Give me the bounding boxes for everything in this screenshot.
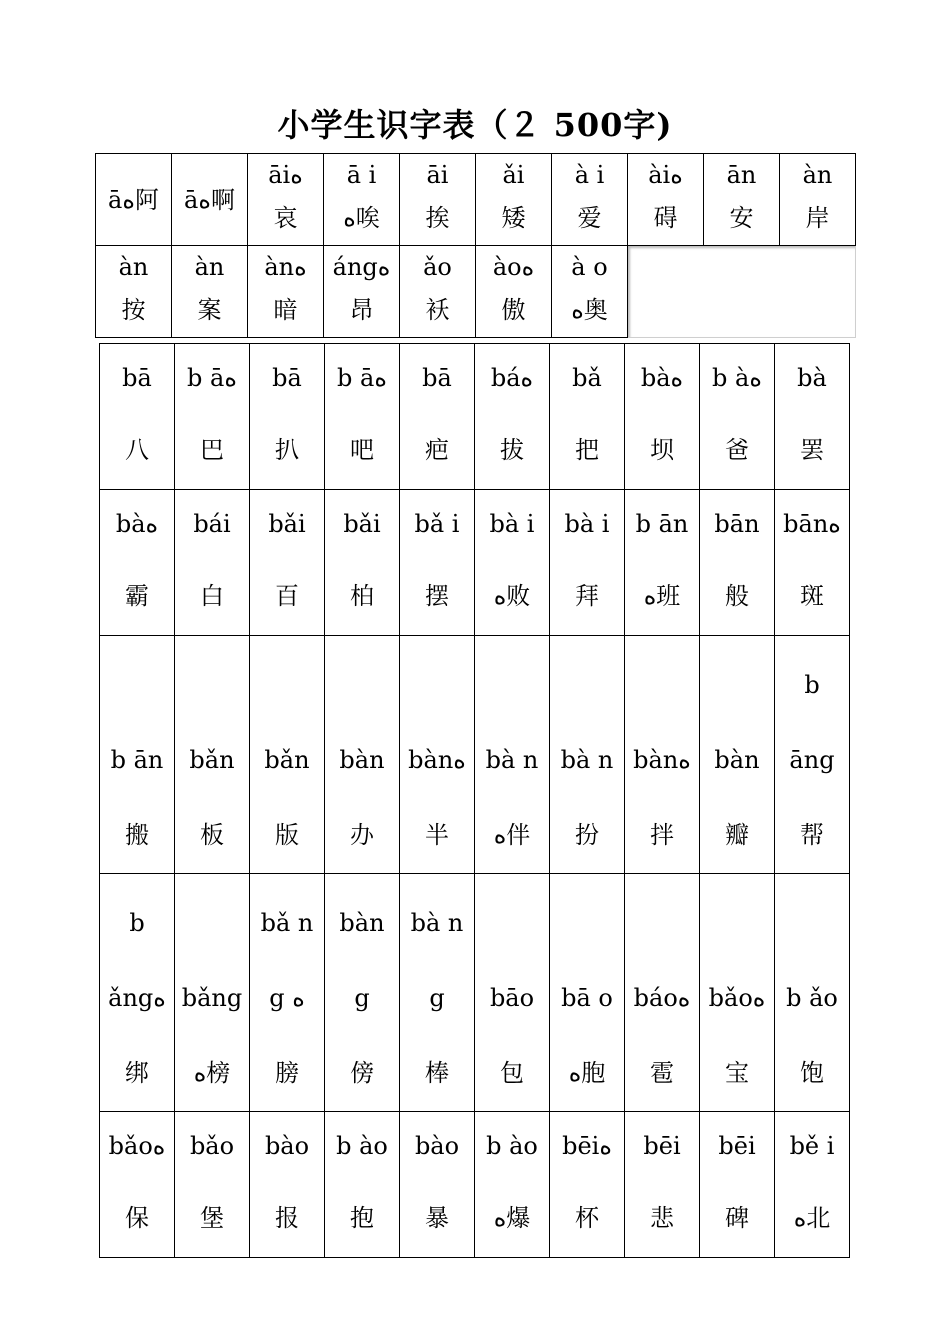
pinyin	[100, 648, 174, 723]
char-cell	[700, 490, 775, 636]
pinyin: bào	[264, 1132, 310, 1160]
character: ه榜	[193, 1059, 231, 1087]
char-cell	[476, 154, 552, 246]
char-cell	[100, 1112, 175, 1258]
pinyin: àn	[194, 253, 225, 281]
pinyin: bǎn	[189, 746, 235, 774]
pinyin	[700, 648, 774, 723]
character: 傲	[501, 296, 526, 324]
character: 斑	[800, 582, 824, 610]
pinyin: ǎngه	[108, 984, 166, 1012]
char-cell	[175, 636, 250, 874]
char-cell	[400, 1112, 475, 1258]
pinyin	[550, 648, 624, 723]
pinyin	[325, 1165, 399, 1200]
pinyin: bǎ	[572, 364, 602, 392]
pinyin: b ǎo	[786, 984, 838, 1012]
pinyin: bàه	[640, 364, 684, 392]
character: 八	[125, 436, 149, 464]
char-cell	[325, 1112, 400, 1258]
pinyin: bàn	[339, 746, 385, 774]
pinyin: bànه	[633, 746, 691, 774]
pinyin: ǎo	[423, 253, 452, 281]
character: 安	[729, 204, 754, 232]
char-cell	[775, 1112, 850, 1258]
pinyin	[700, 886, 774, 961]
char-cell	[625, 874, 700, 1112]
char-cell	[250, 344, 325, 490]
character: 绑	[125, 1059, 149, 1087]
character: 杯	[575, 1204, 599, 1232]
table-row	[100, 874, 850, 1112]
pinyin: bǎi	[343, 510, 381, 538]
char-cell	[550, 344, 625, 490]
pinyin: bà n	[410, 909, 464, 937]
pinyin: ān	[726, 161, 757, 189]
char-cell	[700, 636, 775, 874]
char-cell	[475, 636, 550, 874]
character: 疤	[425, 436, 449, 464]
character: 半	[425, 821, 449, 849]
char-cell	[400, 154, 476, 246]
char-cell	[700, 874, 775, 1112]
char-cell	[400, 344, 475, 490]
pinyin: bǎi	[268, 510, 306, 538]
character: 搬	[125, 821, 149, 849]
a-syllable-table	[95, 153, 856, 338]
pinyin: bān	[714, 510, 760, 538]
pinyin: bàn	[339, 909, 385, 937]
pinyin: bā o	[561, 984, 613, 1012]
pinyin: bǎoه	[108, 1132, 166, 1160]
char-cell	[552, 154, 628, 246]
character: 傍	[350, 1059, 374, 1087]
pinyin	[625, 648, 699, 723]
character: 碑	[725, 1204, 749, 1232]
pinyin: à o	[571, 253, 608, 281]
char-cell	[775, 490, 850, 636]
character: 岸	[805, 204, 830, 232]
pinyin: b	[129, 909, 145, 937]
pinyin	[400, 397, 474, 432]
pinyin: bàه	[115, 510, 159, 538]
char-cell	[552, 246, 628, 338]
pinyin: bái	[193, 510, 231, 538]
pinyin: bào	[414, 1132, 460, 1160]
char-cell	[476, 246, 552, 338]
char-cell	[550, 490, 625, 636]
char-cell	[96, 246, 172, 338]
char-cell	[780, 154, 856, 246]
pinyin: bà	[797, 364, 827, 392]
character: 摆	[425, 582, 449, 610]
pinyin	[625, 886, 699, 961]
character: 板	[200, 821, 224, 849]
pinyin: b	[804, 671, 820, 699]
char-cell	[175, 490, 250, 636]
char-cell	[400, 490, 475, 636]
character: 案	[197, 296, 222, 324]
char-cell	[775, 636, 850, 874]
character: 抱	[350, 1204, 374, 1232]
pinyin	[550, 886, 624, 961]
pinyin	[550, 543, 624, 578]
pinyin	[550, 1165, 624, 1200]
character: ه班	[643, 582, 681, 610]
pinyin: b àه	[712, 364, 762, 392]
pinyin	[250, 397, 324, 432]
pinyin	[775, 886, 849, 961]
pinyin: b ān	[635, 510, 689, 538]
pinyin: ángه	[332, 253, 391, 281]
pinyin: àoه	[492, 253, 535, 281]
character: 膀	[275, 1059, 299, 1087]
pinyin: bà i	[489, 510, 535, 538]
character: 瓣	[725, 821, 749, 849]
pinyin	[775, 397, 849, 432]
pinyin	[175, 397, 249, 432]
character: ه爆	[493, 1204, 531, 1232]
pinyin: bāo	[489, 984, 535, 1012]
character: 堡	[200, 1204, 224, 1232]
character: 扮	[575, 821, 599, 849]
pinyin	[250, 648, 324, 723]
character: 版	[275, 821, 299, 849]
character: 悲	[650, 1204, 674, 1232]
pinyin: bā	[272, 364, 302, 392]
pinyin: g	[429, 984, 445, 1012]
char-cell	[700, 344, 775, 490]
char-cell	[625, 490, 700, 636]
pinyin: bēi	[643, 1132, 681, 1160]
pinyin	[475, 397, 549, 432]
character: 矮	[501, 204, 526, 232]
table-row	[100, 636, 850, 874]
character: 暗	[273, 296, 298, 324]
character: ه伴	[493, 821, 531, 849]
character: 坝	[650, 436, 674, 464]
char-cell	[250, 874, 325, 1112]
char-cell	[100, 636, 175, 874]
character: 暴	[425, 1204, 449, 1232]
character: 巴	[200, 436, 224, 464]
pinyin: b ào	[486, 1132, 538, 1160]
character: 袄	[425, 296, 450, 324]
pinyin: bà n	[560, 746, 614, 774]
pinyin: b ān	[110, 746, 164, 774]
pinyin	[175, 648, 249, 723]
char-cell	[704, 154, 780, 246]
char-cell	[250, 636, 325, 874]
pinyin: b āه	[187, 364, 237, 392]
char-cell	[400, 246, 476, 338]
char-cell	[248, 246, 324, 338]
char-cell	[400, 636, 475, 874]
pinyin	[175, 1165, 249, 1200]
pinyin	[775, 543, 849, 578]
pinyin: b ào	[336, 1132, 388, 1160]
char-cell	[775, 874, 850, 1112]
character: 保	[125, 1204, 149, 1232]
character: 扒	[275, 436, 299, 464]
pinyin: bā	[422, 364, 452, 392]
character: 帮	[800, 821, 824, 849]
char-cell	[625, 344, 700, 490]
pinyin: àiه	[648, 161, 683, 189]
pinyin	[250, 543, 324, 578]
character: 霸	[125, 582, 149, 610]
pinyin: āi	[426, 161, 449, 189]
char-cell	[700, 1112, 775, 1258]
character: 按	[121, 296, 146, 324]
pinyin	[475, 543, 549, 578]
b-syllable-table	[99, 343, 850, 1258]
char-cell	[172, 246, 248, 338]
character: ه胞	[568, 1059, 606, 1087]
pinyin: b āه	[337, 364, 387, 392]
pinyin	[475, 1165, 549, 1200]
char-cell	[625, 1112, 700, 1258]
page-title: 小学生识字表（２ 500字)	[277, 106, 673, 144]
char-cell	[324, 246, 400, 338]
pinyin: bǎng	[181, 984, 243, 1012]
character: 拌	[650, 821, 674, 849]
char-cell	[475, 344, 550, 490]
pinyin: bànه	[408, 746, 466, 774]
character: 拔	[500, 436, 524, 464]
char-cell	[325, 874, 400, 1112]
character: 拜	[575, 582, 599, 610]
character: 棒	[425, 1059, 449, 1087]
pinyin-char: āه阿	[108, 185, 159, 214]
pinyin	[625, 1165, 699, 1200]
char-cell	[175, 874, 250, 1112]
pinyin	[250, 1165, 324, 1200]
pinyin: bǎo	[189, 1132, 235, 1160]
pinyin: bēiه	[562, 1132, 612, 1160]
pinyin	[475, 648, 549, 723]
pinyin	[475, 886, 549, 961]
pinyin	[325, 648, 399, 723]
pinyin: g	[354, 984, 370, 1012]
char-cell	[175, 344, 250, 490]
pinyin: bēi	[718, 1132, 756, 1160]
character: 报	[275, 1204, 299, 1232]
pinyin: àn	[118, 253, 149, 281]
char-cell	[475, 874, 550, 1112]
char-cell	[250, 490, 325, 636]
char-cell	[100, 490, 175, 636]
table-row	[100, 490, 850, 636]
pinyin	[325, 397, 399, 432]
table-row	[100, 344, 850, 490]
char-cell	[475, 1112, 550, 1258]
pinyin	[775, 1165, 849, 1200]
pinyin	[100, 397, 174, 432]
pinyin	[400, 543, 474, 578]
pinyin	[325, 543, 399, 578]
pinyin: bā	[122, 364, 152, 392]
char-cell	[100, 874, 175, 1112]
character: ه北	[793, 1204, 831, 1232]
pinyin: bě i	[789, 1132, 835, 1160]
pinyin: àn	[802, 161, 833, 189]
pinyin: bàn	[714, 746, 760, 774]
character: 雹	[650, 1059, 674, 1087]
char-cell	[175, 1112, 250, 1258]
character: 罢	[800, 436, 824, 464]
pinyin-char: āه啊	[184, 185, 235, 214]
character: 百	[275, 582, 299, 610]
empty-cell	[628, 246, 856, 338]
pinyin	[700, 1165, 774, 1200]
character: 饱	[800, 1059, 824, 1087]
char-cell	[248, 154, 324, 246]
char-cell	[550, 874, 625, 1112]
char-cell	[96, 154, 172, 246]
pinyin: g ه	[269, 984, 305, 1012]
character: ه唉	[343, 204, 380, 232]
char-cell	[325, 344, 400, 490]
pinyin: ànه	[264, 253, 307, 281]
pinyin	[700, 543, 774, 578]
table-row	[100, 1112, 850, 1258]
pinyin	[100, 1165, 174, 1200]
pinyin	[550, 397, 624, 432]
char-cell	[325, 636, 400, 874]
pinyin: bǎ n	[260, 909, 314, 937]
pinyin: bǎoه	[708, 984, 766, 1012]
table-row	[96, 154, 856, 246]
char-cell	[550, 636, 625, 874]
character: 爱	[577, 204, 602, 232]
char-cell	[100, 344, 175, 490]
character: ه奥	[571, 296, 608, 324]
pinyin	[700, 397, 774, 432]
table-row	[96, 246, 856, 338]
pinyin: bǎn	[264, 746, 310, 774]
character: 吧	[350, 436, 374, 464]
char-cell	[325, 490, 400, 636]
char-cell	[324, 154, 400, 246]
character: 爸	[725, 436, 749, 464]
pinyin: bà i	[564, 510, 610, 538]
character: 柏	[350, 582, 374, 610]
character: 碍	[653, 204, 678, 232]
character: 白	[200, 582, 224, 610]
char-cell	[250, 1112, 325, 1258]
char-cell	[628, 154, 704, 246]
character: 把	[575, 436, 599, 464]
pinyin: ā i	[346, 161, 377, 189]
char-cell	[400, 874, 475, 1112]
pinyin: bà n	[485, 746, 539, 774]
character: 哀	[273, 204, 298, 232]
character: 般	[725, 582, 749, 610]
pinyin	[625, 397, 699, 432]
character: 办	[350, 821, 374, 849]
pinyin: ǎi	[502, 161, 525, 189]
char-cell	[475, 490, 550, 636]
character: 昂	[349, 296, 374, 324]
pinyin	[175, 543, 249, 578]
pinyin	[400, 648, 474, 723]
pinyin: āng	[789, 746, 835, 774]
pinyin: báoه	[633, 984, 691, 1012]
character: ه败	[493, 582, 531, 610]
pinyin: à i	[574, 161, 605, 189]
pinyin: báه	[490, 364, 534, 392]
character: 宝	[725, 1059, 749, 1087]
pinyin: āiه	[268, 161, 303, 189]
char-cell	[172, 154, 248, 246]
pinyin	[400, 1165, 474, 1200]
pinyin	[175, 886, 249, 961]
character: 挨	[425, 204, 450, 232]
char-cell	[550, 1112, 625, 1258]
pinyin	[625, 543, 699, 578]
pinyin: bǎ i	[414, 510, 460, 538]
char-cell	[625, 636, 700, 874]
pinyin: bānه	[783, 510, 841, 538]
char-cell	[775, 344, 850, 490]
pinyin	[100, 543, 174, 578]
character: 包	[500, 1059, 524, 1087]
